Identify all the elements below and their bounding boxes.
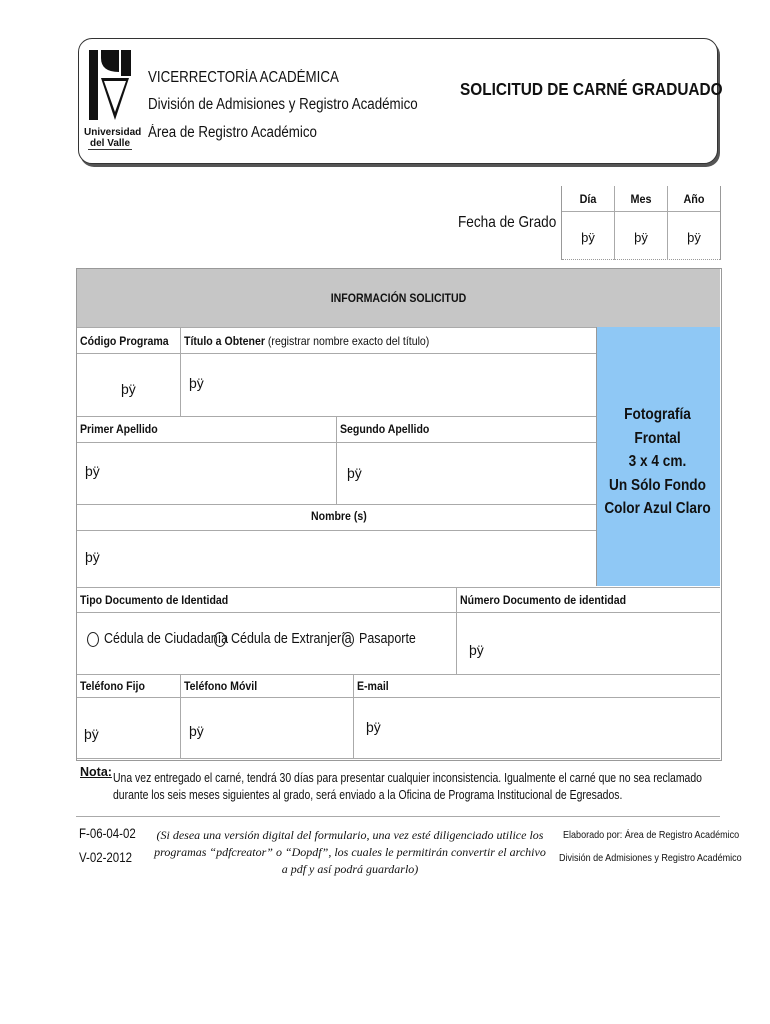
segundo-apellido-label: Segundo Apellido <box>340 422 430 436</box>
titulo-label <box>184 334 429 348</box>
date-col-day: Día <box>579 192 597 206</box>
primer-apellido-field[interactable]: þÿ <box>85 463 100 479</box>
radio-pasaporte[interactable] <box>342 631 425 647</box>
codigo-programa-label: Código Programa <box>80 334 169 348</box>
primer-apellido-label: Primer Apellido <box>80 422 158 436</box>
tipo-documento-label: Tipo Documento de Identidad <box>80 593 229 607</box>
footer-division: División de Admisiones y Registro Académico <box>559 852 742 864</box>
date-table <box>561 186 721 260</box>
radio-circle-icon <box>342 632 354 647</box>
section-title: INFORMACIÓN SOLICITUD <box>330 291 467 305</box>
form-title: SOLICITUD DE CARNÉ GRADUADO <box>460 79 723 99</box>
radio-label: Cédula de Ciudadanía <box>104 631 229 647</box>
email-field[interactable]: þÿ <box>366 719 381 735</box>
radio-circle-icon <box>87 632 99 647</box>
digital-version-note: (Si desea una versión digital del formulario, una vez esté diligenciado utilice los programas “pdfcreator” o “Dopdf”, los cuales le permitirán convertir el archivo a pdf y así podrá guardarlo) <box>154 828 546 876</box>
numero-documento-label: Número Documento de identidad <box>460 593 627 607</box>
telefono-fijo-label: Teléfono Fijo <box>80 679 145 693</box>
codigo-programa-field[interactable]: þÿ <box>121 381 136 397</box>
date-col-month: Mes <box>630 192 652 206</box>
date-col-year: Año <box>683 192 705 206</box>
form-code: F-06-04-02 <box>79 826 136 841</box>
logo-underline <box>88 149 132 150</box>
note-divider <box>76 816 720 817</box>
date-year-field[interactable]: þÿ <box>687 230 701 245</box>
fecha-grado-label: Fecha de Grado <box>458 214 557 231</box>
nota-text: Una vez entregado el carné, tendrá 30 días para presentar cualquier inconsistencia. Igualmente el carné que no sea reclamado durante los seis meses siguientes al grado, será enviado a la Oficina de Programa Institucional de Egresados. <box>113 771 702 802</box>
titulo-label-note: (registrar nombre exacto del título) <box>264 334 430 348</box>
logo-text-line1: Universidad <box>84 127 142 138</box>
titulo-label-bold: Título a Obtener <box>184 334 265 348</box>
radio-circle-icon <box>214 632 226 647</box>
nota-label: Nota: <box>80 765 112 779</box>
logo-text-line2: del Valle <box>89 138 131 149</box>
date-month-field[interactable]: þÿ <box>634 230 648 245</box>
photo-line: Frontal <box>634 429 681 447</box>
radio-label: Pasaporte <box>359 631 416 647</box>
university-logo-icon <box>89 50 131 130</box>
telefono-fijo-field[interactable]: þÿ <box>84 726 99 742</box>
date-day-field[interactable]: þÿ <box>581 230 595 245</box>
nombre-label: Nombre (s) <box>311 509 367 523</box>
photo-line: Color Azul Claro <box>604 500 711 517</box>
photo-instructions <box>603 403 711 521</box>
titulo-field[interactable]: þÿ <box>189 375 204 391</box>
elaborado-por: Elaborado por: Área de Registro Académico <box>563 829 740 841</box>
header-line-division: División de Admisiones y Registro Académico <box>148 96 418 113</box>
form-version: V-02-2012 <box>79 850 132 865</box>
telefono-movil-field[interactable]: þÿ <box>189 723 204 739</box>
photo-line: Fotografía <box>624 406 691 423</box>
photo-line: 3 x 4 cm. <box>628 453 687 470</box>
logo-text <box>84 127 142 149</box>
email-label: E-mail <box>357 679 389 693</box>
segundo-apellido-field[interactable]: þÿ <box>347 465 362 481</box>
nombre-field[interactable]: þÿ <box>85 549 100 565</box>
telefono-movil-label: Teléfono Móvil <box>184 679 258 693</box>
header-line-area: Área de Registro Académico <box>148 124 317 141</box>
numero-documento-field[interactable]: þÿ <box>469 642 484 658</box>
header-line-vicerrectoria: VICERRECTORÍA ACADÉMICA <box>148 69 339 86</box>
radio-label: Cédula de Extranjería <box>231 631 352 647</box>
photo-line: Un Sólo Fondo <box>609 476 706 494</box>
